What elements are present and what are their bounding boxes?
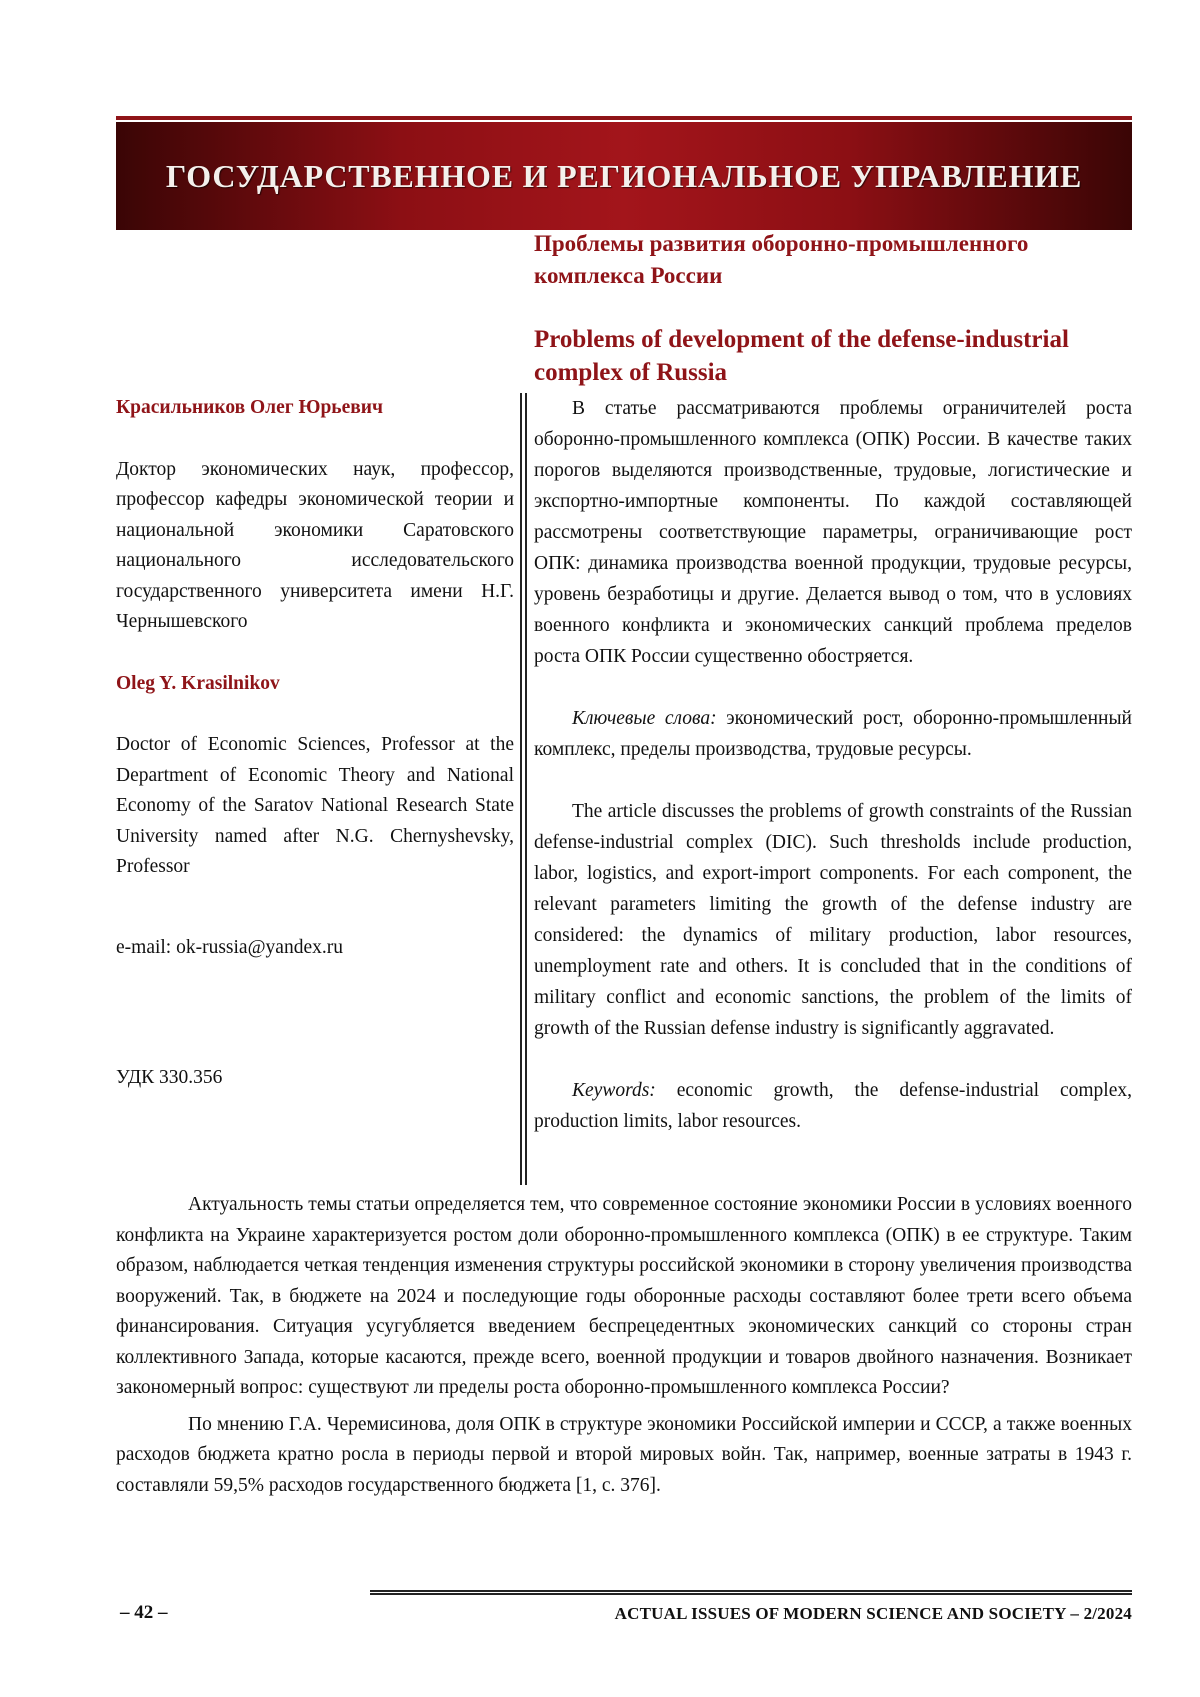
author-column	[116, 393, 514, 1113]
author-bio-en: Doctor of Economic Sciences, Professor at the Department of Economic Theory and National Economy of the Saratov National Research State University named after N.G. Chernyshevsky, Professor	[116, 734, 514, 877]
author-name-ru: Красильников Олег Юрьевич	[116, 397, 384, 418]
article-title-ru: Проблемы развития оборонно-промышленного комплекса России	[534, 231, 1029, 288]
section-banner	[116, 122, 1132, 230]
footer-rule	[370, 1590, 1132, 1595]
udc-code: УДК 330.356	[116, 1066, 223, 1088]
article-title-en: Problems of development of the defense-industrial complex of Russia	[534, 326, 1069, 386]
body-paragraph: По мнению Г.А. Черемисинова, доля ОПК в структуре экономики Российской империи и СССР, а также военных расходов бюджета кратно росла в периоды первой и второй мировых войн. Так, например, военные затраты в 1943 г. составляли 59,5% расходов государственного бюджета [1, с. 376].	[116, 1413, 1132, 1496]
article-body	[116, 1190, 1132, 1501]
page-number: – 42 –	[120, 1602, 168, 1623]
keywords-label-ru: Ключевые слова:	[572, 708, 717, 729]
abstract-ru: В статье рассматриваются проблемы ограничителей роста оборонно-промышленного комплекса (ОПК) России. В качестве таких порогов выделяются производственные, трудовые, логистические и экспортно-импортные компоненты. По каждой составляющей рассмотрены соответствующие параметры, ограничивающие рост ОПК: динамика производства военной продукции, трудовые ресурсы, уровень безработицы и другие. Делается вывод о том, что в условиях военного конфликта и экономических санкций проблема пределов роста ОПК России существенно обостряется.	[534, 398, 1132, 667]
keywords-en	[534, 1075, 1132, 1137]
keywords-label-en: Keywords:	[572, 1080, 656, 1101]
journal-name: ACTUAL ISSUES OF MODERN SCIENCE AND SOCIETY – 2/2024	[614, 1604, 1132, 1623]
section-title: ГОСУДАРСТВЕННОЕ И РЕГИОНАЛЬНОЕ УПРАВЛЕНИЕ	[165, 157, 1083, 194]
column-divider	[520, 393, 527, 1185]
body-paragraph: Актуальность темы статьи определяется тем, что современное состояние экономики России в условиях военного конфликта на Украине характеризуется ростом доли оборонно-промышленного комплекса (ОПК) в ее структуре. Таким образом, наблюдается четкая тенденция изменения структуры российской экономики в сторону увеличения производства вооружений. Так, в бюджете на 2024 и последующие годы оборонные расходы составляют более трети всего объема финансирования. Ситуация усугубляется введением беспрецедентных экономических санкций со стороны стран коллективного Запада, которые касаются, прежде всего, военной продукции и товаров двойного назначения. Возникает закономерный вопрос: существуют ли пределы роста оборонно-промышленного комплекса России?	[116, 1194, 1132, 1398]
author-bio-ru: Доктор экономических наук, профессор, профессор кафедры экономической теории и национальной экономики Саратовского национального исследовательского государственного университета имени Н.Г. Чернышевского	[116, 458, 514, 632]
abstract-en: The article discusses the problems of growth constraints of the Russian defense-industrial complex (DIC). Such thresholds include production, labor, logistics, and export-import components. For each component, the relevant parameters limiting the growth of the defense industry are considered: the dynamics of military production, labor resources, unemployment rate and others. It is concluded that in the conditions of military conflict and economic sanctions, the problem of the limits of growth of the Russian defense industry is significantly aggravated.	[534, 801, 1132, 1039]
header-rule	[116, 116, 1132, 120]
abstract-column	[534, 393, 1132, 1137]
author-email: e-mail: ok-russia@yandex.ru	[116, 937, 343, 958]
keywords-text-ru: экономический рост, оборонно-промышленный комплекс, пределы производства, трудовые ресурсы.	[534, 708, 1132, 760]
keywords-ru	[534, 703, 1132, 765]
keywords-text-en: economic growth, the defense-industrial complex, production limits, labor resources.	[534, 1080, 1132, 1132]
author-name-en: Oleg Y. Krasilnikov	[116, 672, 280, 694]
